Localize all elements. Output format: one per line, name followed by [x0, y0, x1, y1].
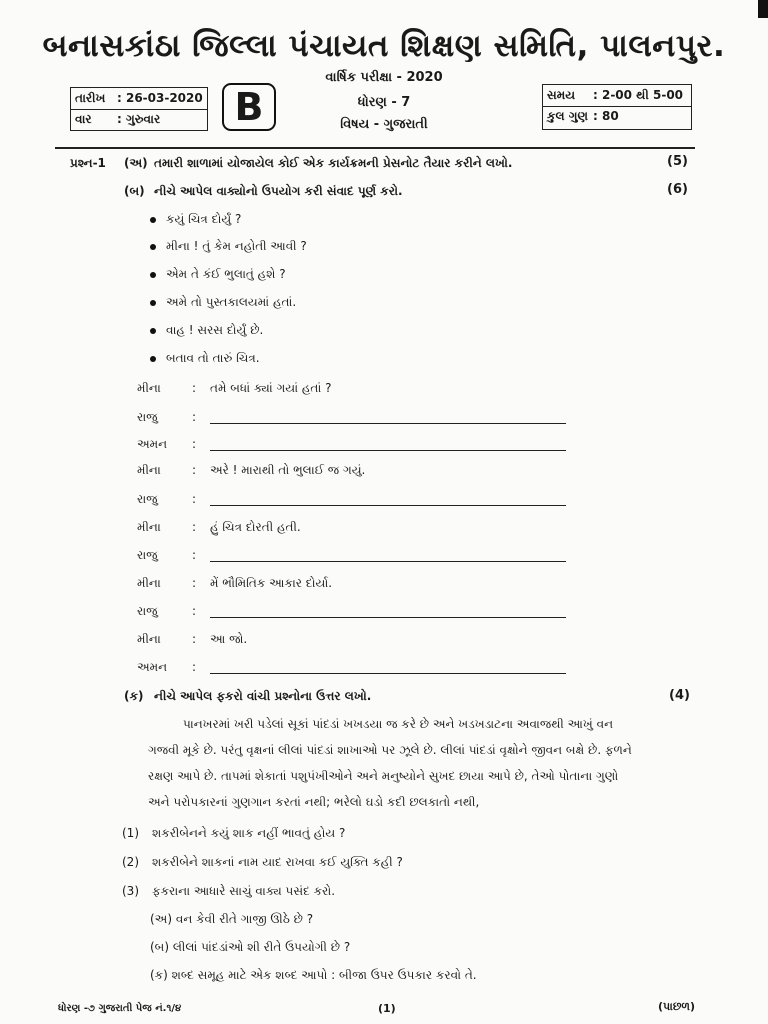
- dialogue-line: રાજુ :: [137, 604, 577, 622]
- sub-question: (અ) વન કેવી રીતે ગાજી ઊઠે છે ?: [150, 912, 314, 926]
- total-value: : 80: [593, 109, 619, 123]
- q1a-marks: (5): [667, 154, 688, 169]
- answer-line: [210, 505, 566, 506]
- q1c-marks: (4): [669, 688, 690, 703]
- scan-mark: [758, 0, 768, 18]
- time-marks-box: [542, 84, 692, 130]
- question-number: પ્રશ્ન-1: [70, 156, 106, 170]
- footer-page-info: ધોરણ -૭ ગુજરાતી પેજ નં.૧/૪: [58, 1003, 182, 1014]
- paper-set-badge: B: [222, 83, 276, 131]
- total-label: કુલ ગુણ: [547, 109, 588, 123]
- q1c-text: નીચે આપેલ ફકરો વાંચી પ્રશ્નોના ઉત્તર લખો.: [154, 689, 372, 703]
- time-label: સમય: [547, 88, 576, 102]
- answer-line: [210, 617, 566, 618]
- bullet-icon: [150, 272, 156, 278]
- passage-line: રક્ષણ આપે છે. તાપમાં શેકાતાં પશુપંખીઓને અને મનુષ્યોને સુખદ છાયા આપે છે, તેઓ પોતાના ગુણો: [148, 769, 619, 783]
- dialogue-line: મીના : હું ચિત્ર દોરતી હતી.: [137, 520, 301, 534]
- q1b-marks: (6): [667, 182, 688, 197]
- footer-turn-over: (પાછળ): [658, 1000, 695, 1013]
- bullet-item: મીના ! તું કેમ નહોતી આવી ?: [150, 239, 307, 254]
- q1c-label: (ક): [124, 689, 144, 703]
- total-row: [543, 106, 691, 127]
- page-number: (1): [378, 1002, 396, 1015]
- day-label: વાર: [75, 112, 92, 126]
- passage-line: અને પરોપકારનાં ગુણગાન કરતાં નથી; ભરેલો ઘડો કદી છલકાતો નથી,: [148, 795, 480, 809]
- bullet-icon: [150, 328, 156, 334]
- time-row: [543, 85, 691, 106]
- q1a-label: (અ): [124, 156, 148, 170]
- standard: ધોરણ - 7: [357, 95, 411, 110]
- dialogue-line: મીના : અરે ! મારાથી તો ભુલાઈ જ ગયું.: [137, 463, 366, 477]
- exam-name: વાર્ષિક પરીક્ષા - 2020: [325, 70, 443, 85]
- q1b-text: નીચે આપેલ વાક્યોનો ઉપયોગ કરી સંવાદ પૂર્ણ કરો.: [154, 184, 403, 198]
- dialogue-line: મીના : મેં ભૌમિતિક આકાર દોર્યા.: [137, 576, 333, 590]
- dialogue-line: મીના : આ જો.: [137, 632, 248, 646]
- answer-line: [210, 673, 566, 674]
- bullet-item: બતાવ તો તારું ચિત્ર.: [150, 351, 260, 366]
- board-title: બનાસકાંઠા જિલ્લા પંચાયત શિક્ષણ સમિતિ, પાલનપુર.: [42, 28, 726, 64]
- dialogue-line: અમન :: [137, 660, 577, 678]
- bullet-icon: [150, 300, 156, 306]
- bullet-item: અમે તો પુસ્તકાલયમાં હતાં.: [150, 295, 296, 310]
- bullet-icon: [150, 244, 156, 250]
- dialogue-line: રાજુ :: [137, 492, 577, 510]
- passage-line: પાનખરમાં ખરી પડેલાં સૂકાં પાંદડાં ખખડયા જ કરે છે અને ખડખડાટના અવાજથી આખું વન: [183, 717, 614, 731]
- bullet-icon: [150, 356, 156, 362]
- answer-line: [210, 450, 566, 451]
- dialogue-line: અમન :: [137, 437, 577, 455]
- answer-line: [210, 423, 566, 424]
- subject: વિષય - ગુજરાતી: [340, 117, 428, 132]
- sub-question: (ક) શબ્દ સમૂહ માટે એક શબ્દ આપો : બીજા ઉપર ઉપકાર કરવો તે.: [150, 968, 477, 982]
- q1a-text: તમારી શાળામાં યોજાયેલ કોઈ એક કાર્યક્રમની પ્રેસનોટ તૈયાર કરીને લખો.: [154, 156, 513, 170]
- time-value: : 2-00 થી 5-00: [593, 88, 684, 102]
- bullet-icon: [150, 217, 156, 223]
- passage-line: ગજવી મૂકે છે. પરંતુ વૃક્ષનાં લીલાં પાંદડાં શાખાઓ પર ઝૂલે છે. લીલાં પાંદડાં વૃક્ષોને જીવન બક્ષે છે. ફળને: [148, 743, 632, 757]
- dialogue-line: મીના : તમે બધાં ક્યાં ગયાં હતાં ?: [137, 381, 332, 395]
- dialogue-line: રાજુ :: [137, 410, 577, 428]
- day-value: : ગુરુવાર: [117, 112, 161, 126]
- q1b-label: (બ): [124, 184, 145, 198]
- answer-line: [210, 561, 566, 562]
- bullet-item: વાહ ! સરસ દોર્યું છે.: [150, 323, 263, 338]
- date-value: : 26-03-2020: [117, 91, 203, 105]
- dialogue-line: રાજુ :: [137, 548, 577, 566]
- bullet-item: કયું ચિત્ર દોર્યું ?: [150, 212, 241, 227]
- sub-question: (બ) લીલાં પાંદડાંઓ શી રીતે ઉપયોગી છે ?: [150, 940, 351, 954]
- header-rule: [55, 147, 695, 149]
- bullet-item: એમ તે કંઈ ભુલાતું હશે ?: [150, 267, 286, 282]
- date-label: તારીખ: [75, 91, 106, 105]
